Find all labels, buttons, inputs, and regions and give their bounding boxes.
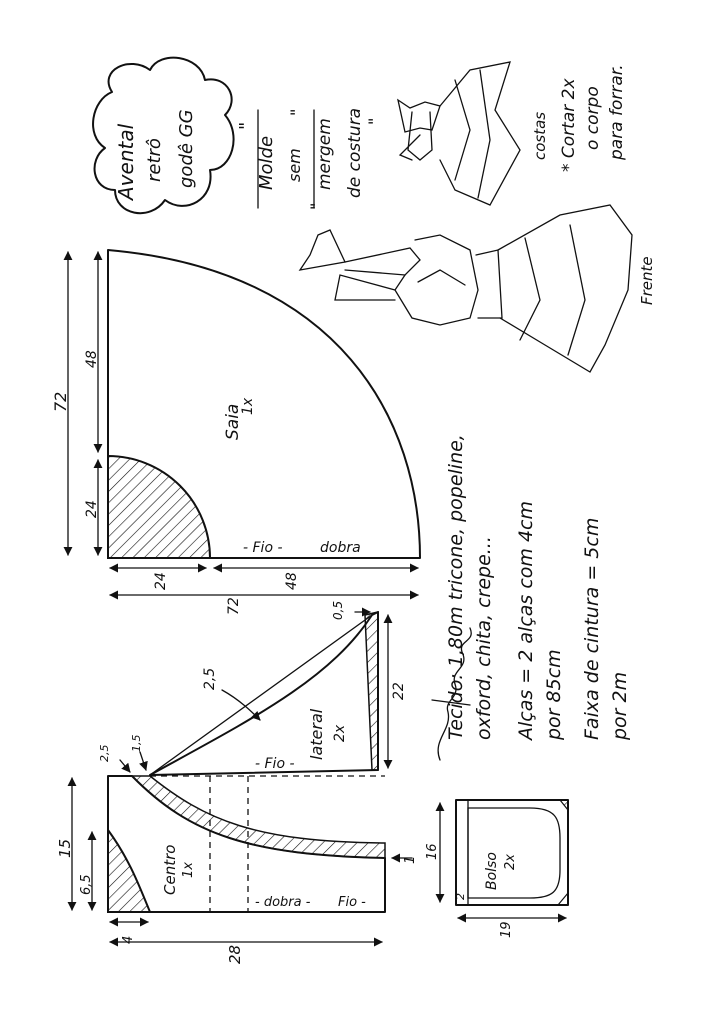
- materials-block: [445, 434, 631, 742]
- pocket-hem-label: 2: [454, 893, 467, 900]
- skirt-dim-bottom-first-label: 24: [153, 572, 169, 590]
- centro-dim-width-label: 28: [226, 944, 244, 964]
- materials-line-4: por 85cm: [543, 649, 565, 740]
- title-cloud: [93, 58, 234, 214]
- front-view-label: Frente: [638, 256, 656, 305]
- pocket-piece: [425, 800, 568, 938]
- note-line-4: de costura: [345, 107, 365, 198]
- centro-qty: 1x: [181, 862, 196, 878]
- lateral-qty: 2x: [332, 724, 348, 742]
- cut-note-line-2: o corpo: [583, 86, 603, 150]
- centro-fold: - dobra -: [255, 895, 311, 910]
- lateral-guide-line: [150, 615, 372, 775]
- note-quote-3: ": [307, 202, 326, 210]
- skirt-grain: - Fio -: [243, 540, 283, 556]
- lateral-dim-diag-label: 2,5: [202, 667, 218, 690]
- lateral-name: lateral: [307, 708, 326, 760]
- materials-line-3: Alças = 2 alças com 4cm: [515, 500, 537, 740]
- note-line-3: mergem: [315, 118, 335, 190]
- pocket-hatch-bottom: [558, 893, 568, 905]
- pocket-qty: 2x: [503, 854, 518, 870]
- centro-dim-corner-a-label: 2,5: [98, 744, 111, 762]
- lateral-dim-top-label: 0,5: [331, 600, 345, 620]
- cut-note-line-1: * Cortar 2x: [559, 78, 579, 172]
- cut-note: [559, 64, 627, 172]
- lateral-dim-side-label: 22: [391, 682, 407, 700]
- pocket-dim-width-label: 19: [499, 921, 514, 938]
- centro-grain: Fio -: [338, 895, 366, 910]
- centro-dim-left-lower-label: 6,5: [79, 874, 94, 895]
- pocket-dim-height-label: 16: [425, 843, 440, 860]
- lateral-hatch-right: [365, 612, 378, 770]
- materials-line-6: por 2m: [609, 671, 631, 740]
- skirt-piece: [51, 250, 420, 615]
- centro-dim-bottom-small-label: 4: [121, 935, 136, 944]
- skirt-dim-bottom-total-label: 72: [226, 597, 242, 615]
- skirt-dim-left-lower-label: 24: [84, 500, 100, 518]
- skirt-dim-left-total-label: 72: [51, 391, 70, 412]
- centro-piece: [56, 735, 418, 965]
- title-line-1: Avental: [114, 123, 138, 200]
- title-line-2: retrô: [144, 138, 165, 182]
- skirt-name: Saia: [223, 403, 243, 440]
- skirt-qty: 1x: [240, 397, 256, 415]
- skirt-dim-bottom-second-label: 48: [284, 572, 300, 590]
- note-quote-2: ": [287, 108, 306, 116]
- title-line-3: godê GG: [176, 109, 197, 188]
- lateral-dim-bottom-right-label: 1: [403, 855, 418, 864]
- pocket-hatch-top: [560, 800, 568, 810]
- centro-name: Centro: [161, 844, 179, 895]
- back-view-label: costas: [531, 111, 549, 160]
- centro-dim-corner-b-label: 1,5: [130, 734, 143, 752]
- lateral-piece: [150, 601, 407, 775]
- centro-dim-left-total-label: 15: [56, 838, 74, 858]
- materials-line-1: Tecido: 1,80m tricone, popeline,: [445, 434, 467, 740]
- front-view-sketch: [300, 202, 656, 372]
- materials-line-2: oxford, chita, crepe...: [473, 536, 495, 740]
- lateral-grain: - Fio -: [255, 756, 295, 772]
- skirt-fold: dobra: [320, 540, 361, 556]
- back-view-sketch: [398, 62, 549, 205]
- seam-note: [236, 108, 384, 210]
- cut-note-line-3: para forrar.: [607, 64, 627, 160]
- note-line-1: Molde: [256, 135, 277, 190]
- pocket-name: Bolso: [484, 852, 500, 890]
- skirt-hatched-waist: [108, 456, 210, 558]
- note-line-2: sem: [285, 148, 304, 182]
- note-quote-1: ": [236, 121, 257, 130]
- note-quote-4: ": [365, 117, 384, 125]
- pocket-outline: [456, 800, 568, 905]
- skirt-dim-left-upper-label: 48: [84, 350, 100, 368]
- centro-hatched-corner: [108, 830, 150, 912]
- materials-line-5: Faixa de cintura = 5cm: [581, 517, 603, 740]
